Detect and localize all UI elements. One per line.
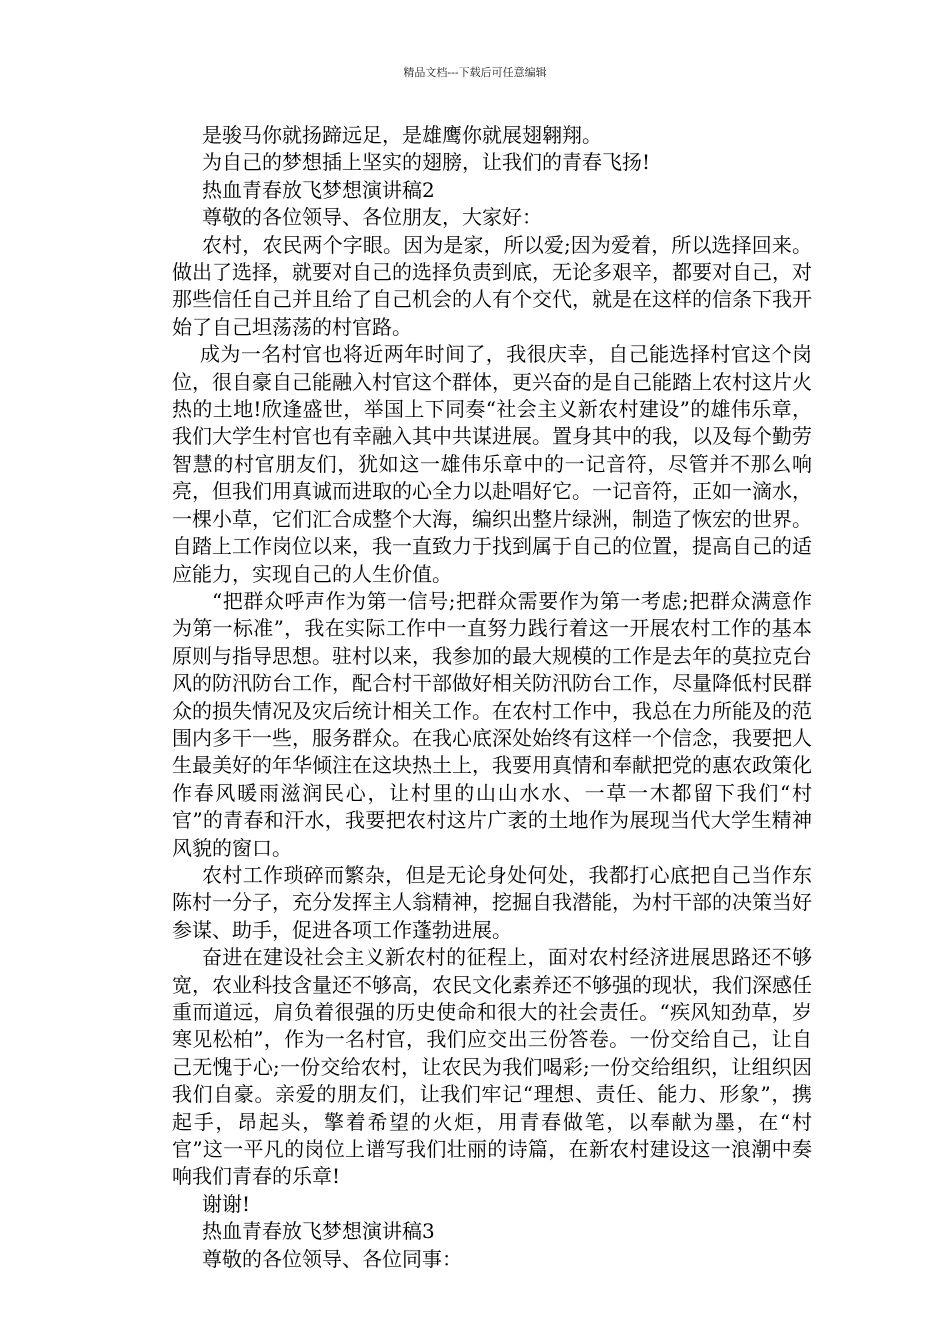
paragraph: 成为一名村官也将近两年时间了，我很庆幸，自己能选择村官这个岗位，很自豪自己能融入村官这个群体，更兴奋的是自己能踏上农村这片火热的土地!欣逢盛世，举国上下同奏“社会主义新农村建设”的雄伟乐章，我们大学生村官也有幸融入其中共谋进展。置身其中的我，以及每个勤劳智慧的村官朋友们，犹如这一雄伟乐章中的一记音符，尽管并不那么响亮，但我们用真诚而进取的心全力以赴唱好它。一记音符，正如一滴水，一棵小草，它们汇合成整个大海，编织出整片绿洲，制造了恢宏的世界。自踏上工作岗位以来，我一直致力于找到属于自己的位置，提高自己的适应能力，实现自己的人生价值。 xyxy=(172,342,812,586)
paragraph: 奋进在建设社会主义新农村的征程上，面对农村经济进展思路还不够宽，农业科技含量还不够高，农民文化素养还不够强的现状，我们深感任重而道远，肩负着很强的历史使命和很大的社会责任。“疾风知劲草，岁寒见松柏”，作为一名村官，我们应交出三份答卷。一份交给自己，让自己无愧于心;一份交给农村，让农民为我们喝彩;一份交给组织，让组织因我们自豪。亲爱的朋友们，让我们牢记“理想、责任、能力、形象”，携起手，昂起头，擎着希望的火炬，用青春做笔，以奉献为墨，在“村官”这一平凡的岗位上谱写我们壮丽的诗篇，在新农村建设这一浪潮中奏响我们青春的乐章! xyxy=(172,945,812,1189)
salutation: 尊敬的各位领导、各位朋友，大家好： xyxy=(202,205,542,230)
document-body xyxy=(172,122,812,1273)
salutation: 尊敬的各位领导、各位同事： xyxy=(202,1246,462,1271)
paragraph-closing-line: 是骏马你就扬蹄远足，是雄鹰你就展翅翱翔。 xyxy=(202,123,602,147)
thanks-line: 谢谢! xyxy=(202,1191,251,1216)
paragraph: 农村工作琐碎而繁杂，但是无论身处何处，我都打心底把自己当作东陈村一分子，充分发挥主人翁精神，挖掘自我潜能，为村干部的决策当好参谋、助手，促进各项工作蓬勃进展。 xyxy=(172,862,812,942)
speech-title: 热血青春放飞梦想演讲稿3 xyxy=(202,1219,435,1244)
paragraph: “把群众呼声作为第一信号;把群众需要作为第一考虑;把群众满意作为第一标准”，我在实际工作中一直努力践行着这一开展农村工作的基本原则与指导思想。驻村以来，我参加的最大规模的工作是去年的莫拉克台风的防汛防台工作，配合村干部做好相关防汛防台工作，尽量降低村民群众的损失情况及灾后统计相关工作。在农村工作中，我总在力所能及的范围内多干一些，服务群众。在我心底深处始终有这样一个信念，我要把人生最美好的年华倾注在这块热土上，我要用真情和奉献把党的惠农政策化作春风暖雨滋润民心，让村里的山山水水、一草一木都留下我们“村官”的青春和汗水，我要把农村这片广袤的土地作为展现当代大学生精神风貌的窗口。 xyxy=(172,588,812,860)
speech-title: 热血青春放飞梦想演讲稿2 xyxy=(202,177,435,202)
paragraph-closing-line: 为自己的梦想插上坚实的翅膀，让我们的青春飞扬! xyxy=(202,150,651,175)
paragraph: 农村，农民两个字眼。因为是家，所以爱;因为爱着，所以选择回来。做出了选择，就要对自己的选择负责到底，无论多艰辛，都要对自己，对那些信任自己并且给了自己机会的人有个交代，就是在这样的信条下我开始了自己坦荡荡的村官路。 xyxy=(172,232,812,339)
page-header: 精品文档---下载后可任意编辑 xyxy=(403,66,547,79)
